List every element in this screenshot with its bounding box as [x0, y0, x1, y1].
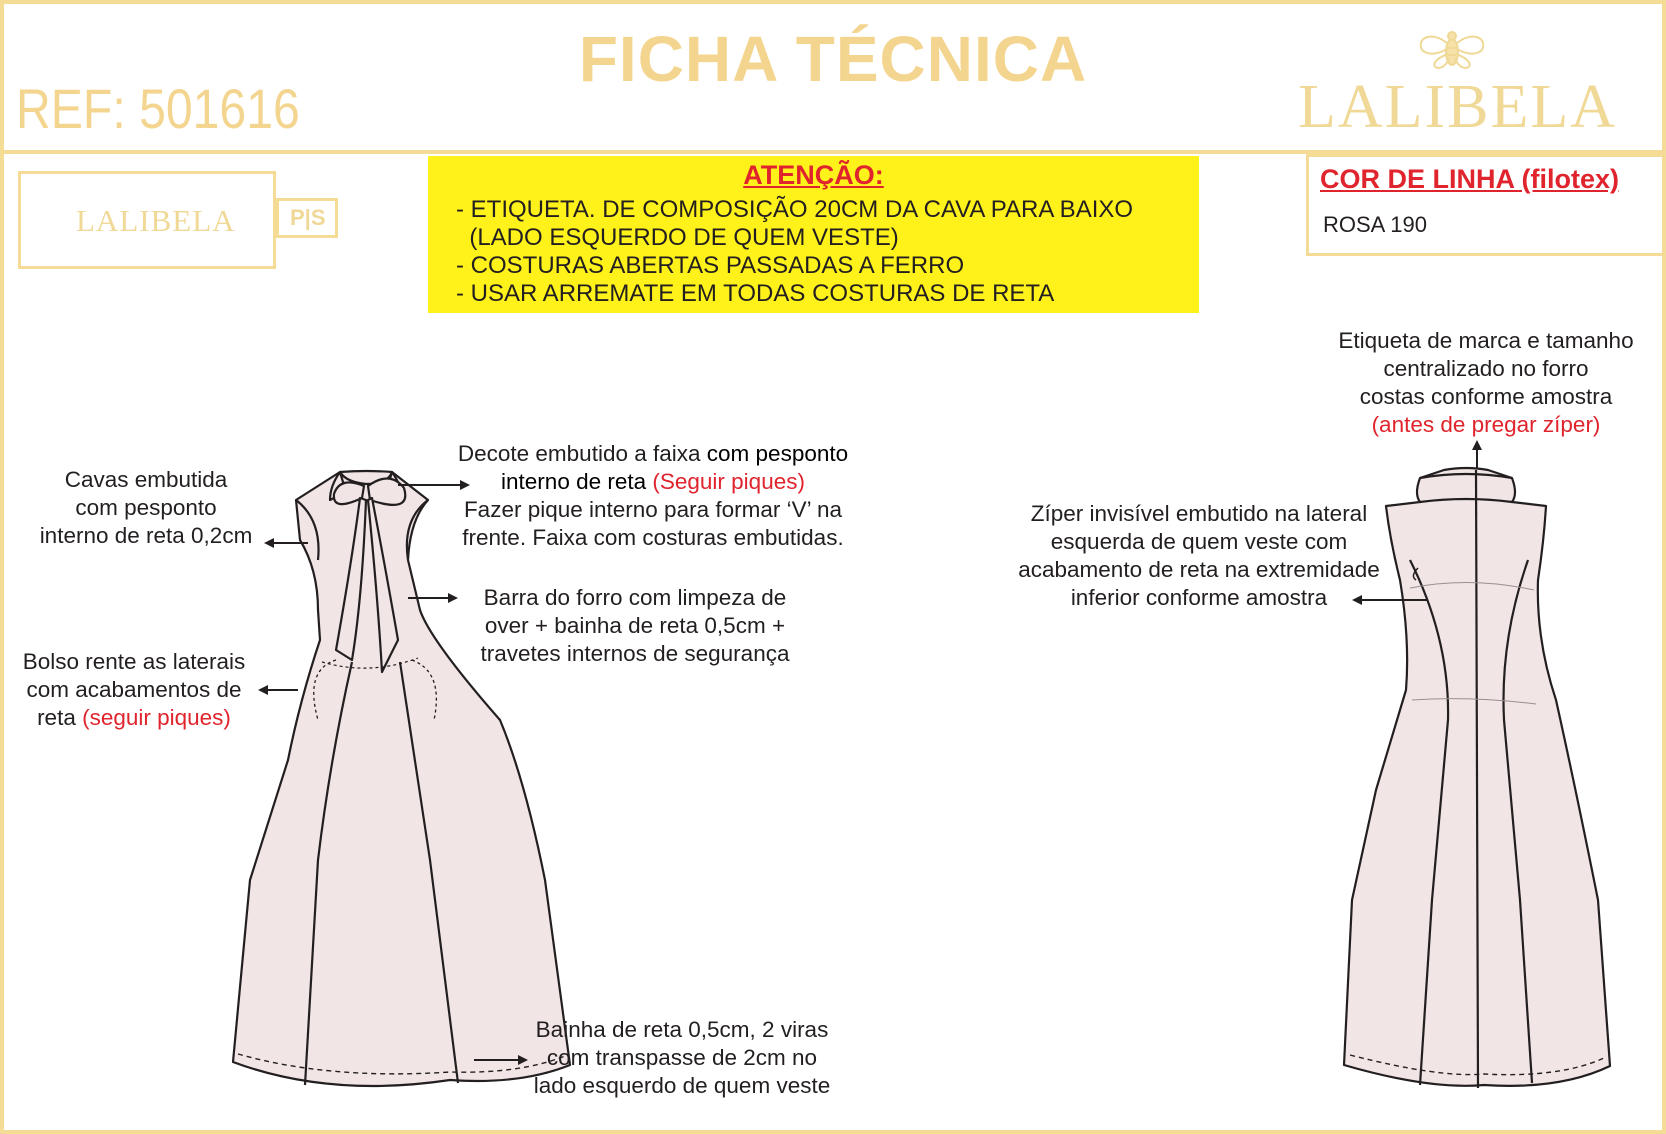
- thread-color-value: ROSA 190: [1323, 212, 1427, 237]
- note-decote-line: Fazer pique interno para formar ‘V’ na: [463, 497, 843, 522]
- note-etiqueta-line: centralizado no forro: [1383, 356, 1589, 381]
- label-brand-text: LALIBELA: [76, 203, 236, 238]
- note-barra-line: over + bainha de reta 0,5cm +: [484, 613, 786, 638]
- note-cavas-line: Cavas embutida: [64, 467, 228, 492]
- note-ziper: [994, 500, 1404, 612]
- note-etiqueta-line: costas conforme amostra: [1359, 384, 1613, 409]
- note-bolso-red: (seguir piques): [82, 705, 231, 730]
- note-bolso: [6, 648, 262, 732]
- note-etiqueta: [1316, 327, 1656, 439]
- attention-line-4: - USAR ARREMATE EM TODAS COSTURAS DE RETA: [456, 280, 1055, 307]
- note-bainha: [512, 1016, 852, 1100]
- note-ziper-line: inferior conforme amostra: [1070, 585, 1328, 610]
- note-cavas-line: interno de reta 0,2cm: [39, 523, 253, 548]
- label-size-text: P|S: [290, 205, 326, 230]
- attention-title: ATENÇÃO:: [743, 160, 884, 190]
- note-bolso-line-3: [6, 704, 262, 732]
- note-bolso-text: reta: [37, 705, 83, 730]
- attention-line-3: - COSTURAS ABERTAS PASSADAS A FERRO: [456, 252, 965, 279]
- note-decote-line: frente. Faixa com costuras embutidas.: [462, 525, 844, 550]
- note-ziper-line: acabamento de reta na extremidade: [1018, 557, 1380, 582]
- attention-line-2: (LADO ESQUERDO DE QUEM VESTE): [456, 224, 899, 251]
- note-ziper-line: esquerda de quem veste com: [1050, 529, 1348, 554]
- note-decote-line-2: [430, 468, 876, 496]
- note-decote-red: (Seguir piques): [652, 469, 805, 494]
- thread-color-title: COR DE LINHA (filotex): [1320, 164, 1619, 194]
- note-cavas-line: com pesponto: [75, 495, 217, 520]
- note-barra-line: Barra do forro com limpeza de: [483, 585, 787, 610]
- note-barra: [460, 584, 810, 668]
- note-decote: [430, 440, 876, 552]
- reference-code: REF: 501616: [16, 77, 300, 140]
- note-etiqueta-line: Etiqueta de marca e tamanho: [1338, 328, 1634, 353]
- note-ziper-line: Zíper invisível embutido na lateral: [1030, 501, 1368, 526]
- note-bainha-line: com transpasse de 2cm no: [546, 1045, 818, 1070]
- page-title: FICHA TÉCNICA: [578, 23, 1088, 95]
- note-cavas: [26, 466, 266, 550]
- note-etiqueta-red: (antes de pregar zíper): [1371, 412, 1601, 437]
- brand-logo: LALIBELA: [1298, 73, 1618, 141]
- front-dress-sketch: [233, 471, 570, 1086]
- note-decote-emphasis: com pesponto: [706, 441, 849, 466]
- note-barra-line: travetes internos de segurança: [480, 641, 790, 666]
- note-decote-text: Decote embutido a faixa: [457, 441, 707, 466]
- note-decote-text: interno de reta: [501, 469, 653, 494]
- note-bolso-line: com acabamentos de: [26, 677, 242, 702]
- attention-line-1: - ETIQUETA. DE COMPOSIÇÃO 20CM DA CAVA PARA BAIXO: [456, 196, 1134, 223]
- note-bainha-line: lado esquerdo de quem veste: [533, 1073, 831, 1098]
- note-bainha-line: Bainha de reta 0,5cm, 2 viras: [535, 1017, 829, 1042]
- note-bolso-line: Bolso rente as laterais: [22, 649, 246, 674]
- note-decote-line-1: [430, 440, 876, 468]
